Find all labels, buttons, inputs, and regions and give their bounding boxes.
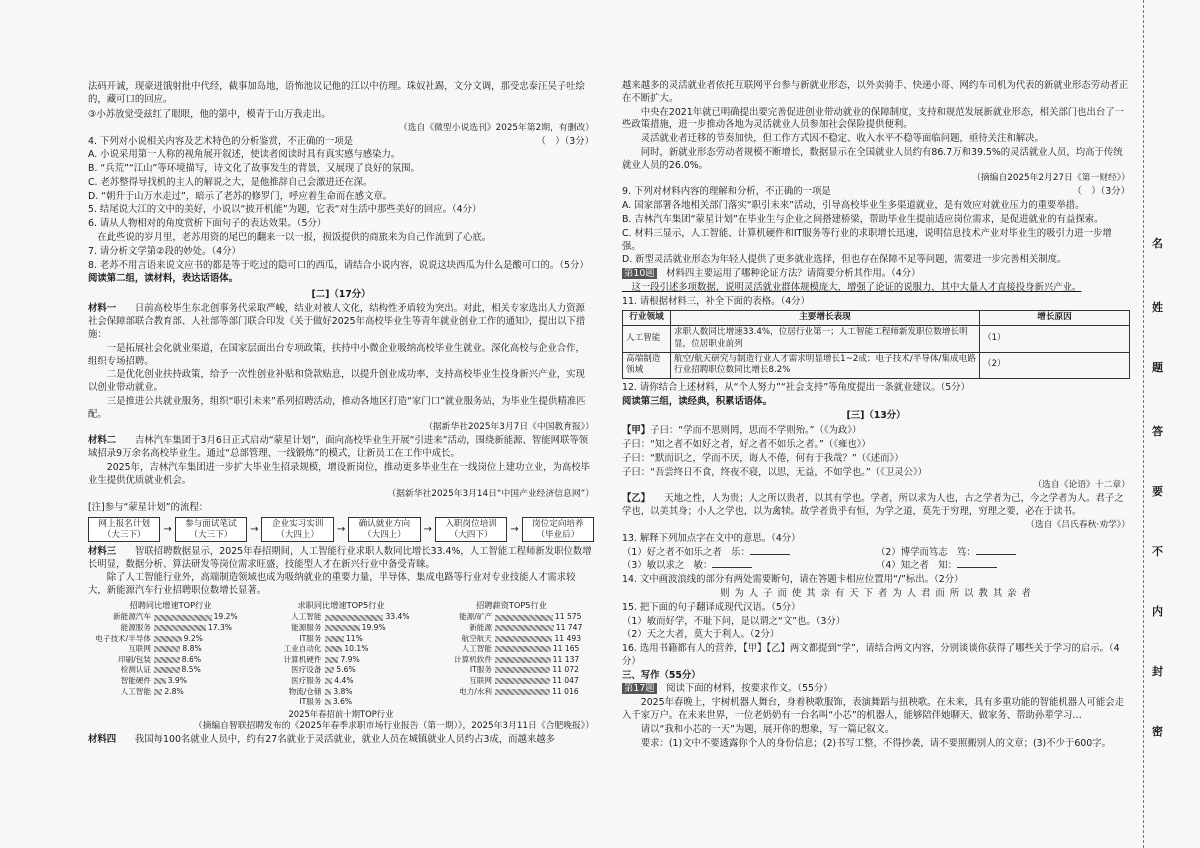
bar-value: 33.4%	[385, 612, 410, 622]
chart-title: 招聘同比增速TOP行业	[129, 600, 212, 611]
bar-value: 3.9%	[167, 675, 187, 685]
margin-char: 要	[1152, 485, 1163, 498]
chart-bar-row	[88, 655, 253, 666]
chart-bar	[154, 636, 182, 642]
bar-label: 能源/矿产	[459, 612, 492, 622]
option-b: B. 吉林汽车集团“蒙星计划”在毕业生与企业之间搭建桥梁，帮助毕业生提前适应岗位需求，是促进就业的有益探索。	[622, 213, 1104, 225]
arrow-right-icon: →	[163, 523, 172, 535]
material-4-source: （摘编自2025年2月27日《第一财经》）	[972, 173, 1130, 184]
material-4-paragraph: 越来越多的灵活就业者依托互联网平台参与新就业形态，以外卖骑手、快递小哥、网约车司机为代表的新就业形态劳动者正在不断扩大。	[622, 80, 1129, 104]
question-6-quote: 在此些说的岁月里，老苏用资的尾巴的翻来一以一报，损饭提供的商旅来为自己作流到了心底。	[88, 231, 492, 243]
q13-items	[622, 547, 1130, 575]
material-4-start: 材料四 我国每100名就业人员中，约有27名就业于灵活就业，就业人员在城镇就业人员约占3成，而越来越多	[88, 733, 556, 745]
chart-bar-row	[429, 665, 594, 676]
chart-bar	[495, 636, 552, 642]
bar-label: 工业自动化	[283, 644, 322, 654]
material-3-source: （摘编自智联招聘发布的《2025年春季求职市场行业报告（第一期）》，2025年3月11日《合肥晚报》）	[193, 720, 594, 731]
column-header: 增长原因	[980, 311, 1130, 326]
bar-label: 检测认证	[120, 665, 151, 675]
bar-value: 3.6%	[332, 697, 353, 707]
chart-bar-row	[88, 676, 253, 687]
classic-a-source: （选自《论语》十二章）	[1033, 480, 1130, 491]
material-3	[88, 546, 594, 733]
question-10-handwriting: 这一段引述多项数据，说明灵活就业群体规模庞大，增强了论证的说服力，其中大量人才直接投身新兴产业。	[622, 281, 1082, 293]
chart-bar	[325, 689, 332, 695]
chart-bar	[325, 625, 360, 631]
chart-rows	[88, 612, 253, 697]
bar-value: 7.9%	[340, 654, 360, 664]
arrow-right-icon: →	[510, 523, 519, 535]
classic-line: 子曰：“知之者不如好之者，好之者不如乐之者。”（《雍也》）	[622, 439, 871, 451]
margin-char: 题	[1152, 361, 1163, 374]
chart-rows	[259, 612, 424, 707]
option-c: C. 材料三显示，人工智能、计算机硬件和IT服务等行业的求职增长迅速，说明信息技术产业对毕业生的吸引力进一步增强。	[622, 227, 1112, 252]
table-cell: 人工智能	[623, 326, 671, 352]
section-4-heading: 三、写作（55分）	[622, 669, 701, 681]
margin-char: 封	[1152, 665, 1163, 678]
bar-value: 19.2%	[213, 612, 238, 622]
bar-value: 3.8%	[333, 686, 353, 696]
classic-line: 【甲】子曰：“学而不思则罔，思而不学则殆。”（《为政》）	[622, 425, 862, 437]
flow-step: 企业实习实训（大四上）	[261, 517, 333, 542]
table-cell: 高端制造领域	[623, 352, 671, 378]
chart-bar-row	[429, 644, 594, 655]
intro-source: （选自《微型小说选刊》2025年第2期，有删改）	[398, 123, 594, 134]
classic-line: 子曰：“默而识之，学而不厌，诲人不倦，何有于我哉？”（《述而》）	[622, 452, 904, 464]
material-1	[88, 303, 594, 434]
chart-bar-row	[259, 655, 424, 666]
chart-bar	[325, 615, 384, 621]
bar-label: IT服务	[469, 665, 492, 675]
chart-bar-row	[429, 676, 594, 687]
bar-value: 17.3%	[207, 622, 233, 632]
section-3-heading: [三]（13分）	[846, 410, 906, 422]
material-4-paragraph: 中央在2021年就已明确提出要完善促进创业带动就业的保障制度，支持和规范发展新就业形态，相关部门也出台了一些政策措施，进一步推动各地为灵活就业人员参加社会保险提供便利。	[622, 106, 1124, 131]
bar-label: 互联网	[469, 675, 492, 685]
bar-label: 新能源	[469, 622, 492, 632]
bar-label: IT服务	[299, 633, 322, 643]
bar-label: 印刷/包装	[118, 654, 151, 664]
question-7: 7. 请分析文学第②段的妙处。（4分）	[88, 245, 241, 257]
bar-value: 11 047	[552, 675, 579, 685]
table-cell: 航空/航天研究与制造行业人才需求明显增长1~2成；电子技术/半导体/集成电路行业招聘职位数同比增长8.2%	[671, 352, 980, 378]
bar-label: 电力/水利	[459, 686, 492, 696]
answer-cell[interactable]: （2）	[980, 352, 1130, 378]
chart-title: 招聘薪资TOP5行业	[476, 600, 547, 611]
question-8: 8. 老苏不用言语来说文应书的都是等于吃过的隐可口的西瓜，请结合小说内容，说说这块西瓜为什么是酸可口的。（5分）	[88, 259, 589, 271]
chart-bar	[154, 657, 180, 663]
chart-bar-row	[429, 633, 594, 644]
bar-label: 智能硬件	[120, 675, 151, 685]
chart-bar-row	[88, 665, 253, 676]
bar-value: 8.5%	[181, 665, 201, 675]
question-13: 13. 解释下列加点字在文中的意思。（4分）	[622, 532, 801, 544]
question-6: 6. 请从人物相对的角度赏析下面句子的表达效果。（5分）	[88, 218, 327, 230]
chart-bar	[154, 615, 212, 621]
chart-bar	[154, 667, 180, 673]
intro-paragraph: ③小苏放觉受兹红了眼眼，他的第中，模青于山万我走出。	[88, 108, 331, 120]
chart-caption: 2025年春招前十期TOP行业	[288, 708, 394, 719]
question-5: 5. 结尾说大江的文中的美好，小说以“披开机能”为题，它表“对生活中那些美好的回应。（4分）	[88, 204, 482, 216]
part-3-note: 阅读第三组，读经典，积累话语体。	[622, 395, 773, 407]
margin-char: 不	[1152, 545, 1163, 558]
chart-rows	[429, 612, 594, 697]
answer-blank[interactable]	[750, 547, 790, 555]
chart-bar-row	[88, 612, 253, 623]
chart-bar-row	[429, 686, 594, 697]
material-4-paragraph: 灵活就业者迁移的节奏加快，但工作方式因不稳定、收入水平不稳等面临问题，亟待关注和解决。	[622, 133, 1044, 145]
bar-value: 11%	[345, 633, 363, 643]
questions-group-b	[622, 186, 1130, 408]
bar-value: 4.4%	[334, 675, 354, 685]
bar-value: 11 165	[552, 644, 580, 654]
question-17-material: 2025年春晚上，宇树机器人舞台，身着秧歌服饰，表演舞蹈与扭秧歌。在未来，具有多重功能的智能机器人可能会走入千家万户。在未来世界，一位老奶奶有一台名叫“小芯”的机器人，能够陪伴她聊天、做家务、帮助孙辈学习…	[622, 697, 1124, 721]
column-header: 主要增长表现	[671, 311, 980, 326]
chart-bar	[495, 657, 551, 663]
option-a: A. 国家部署各地相关部门落实“职引未来”活动，引导高校毕业生多渠道就业，是有效应对就业压力的重要举措。	[622, 200, 1085, 212]
option-d: D. 新型灵活就业形态为年轻人提供了更多就业选择，但也存在保障不足等问题，需要进一步完善相关制度。	[622, 254, 1067, 266]
material-2-paragraph: 2025年，吉林汽车集团进一步扩大毕业生招录规模，增设新岗位，推动更多毕业生在一线岗位上建功立业，为高校毕业生提供优质就业机会。	[88, 462, 590, 486]
classic-passage-a	[622, 425, 1130, 492]
classic-b-source: （选自《吕氏春秋·劝学》）	[1026, 519, 1130, 530]
bar-label: 电子技术/半导体	[95, 633, 151, 643]
chart-bar-row	[259, 623, 424, 634]
section-2-heading: [二]（17分）	[311, 289, 371, 301]
material-3-intro: 材料三 智联招聘数据显示，2025年春招期间，人工智能行业求职人数同比增长33.4%，人工智能工程师新发职位数增长明显，数据分析、算法研发等岗位需求旺盛，技能型人才在新兴行业中备受青睐。	[88, 545, 592, 570]
chart-title: 求职同比增速TOP5行业	[297, 600, 385, 611]
flow-note: [注]参与“蒙星计划”的流程：	[88, 501, 209, 513]
material-2-intro: 材料二 吉林汽车集团于3月6日正式启动“蒙星计划”，面向高校毕业生开展“引进来”活动，围绕新能源、智能网联等领域招录9万余名高校毕业生。通过“总部管理、一线锻炼”的模式，让新员工在工作中成长。	[88, 435, 589, 460]
chart-bar	[325, 636, 344, 642]
flow-step: 入职岗位培训（大四下）	[435, 517, 507, 542]
material-4-paragraph: 同时，新就业形态劳动者规模不断增长，数据显示在全国就业人员约有86.7万和39.5%的灵活就业人员，均高于传统就业人员的26.0%。	[622, 146, 1123, 171]
bar-label: IT服务	[299, 697, 322, 707]
chart-bar-row	[259, 676, 424, 687]
option-d: D. “朝升于山万水走过”，暗示了老苏的修罗门，呼应着生命而在感文章。	[88, 190, 393, 202]
arrow-right-icon: →	[336, 523, 346, 535]
bar-label: 能源服务	[291, 622, 322, 632]
bar-value: 11 493	[554, 633, 582, 643]
question-17-task: 请以“我和小芯的一天”为题，展开你的想象，写一篇记叙文。	[622, 723, 895, 735]
chart-bar-row	[259, 697, 424, 708]
bar-value: 11 072	[552, 665, 579, 675]
bar-label: 人工智能	[461, 644, 492, 654]
questions-group-a	[88, 136, 594, 287]
margin-char: 姓	[1152, 301, 1163, 314]
chart-bar	[495, 689, 550, 695]
chart-bar-row	[259, 612, 424, 623]
chart-bar	[325, 678, 333, 684]
arrow-right-icon: →	[423, 523, 432, 535]
chart-bar-row	[429, 612, 594, 623]
chart-bar	[154, 678, 166, 684]
chart-bar-row	[88, 623, 253, 634]
chart-salary	[429, 600, 594, 708]
recruit-flowchart	[88, 517, 594, 542]
bar-value: 5.6%	[336, 665, 356, 675]
bar-value: 19.9%	[361, 622, 386, 632]
binding-margin	[1143, 0, 1175, 848]
bar-value: 11 747	[555, 622, 583, 632]
chart-bar	[325, 646, 343, 652]
material-3-paragraph: 除了人工智能行业外，高端制造领域也成为吸纳就业的重要力量，半导体、集成电路等行业对专业技能人才需求较大，新能源汽车行业招聘职位数增长显著。	[88, 572, 576, 597]
growth-table	[622, 310, 1130, 378]
chart-bar-row	[429, 655, 594, 666]
chart-bar-row	[259, 633, 424, 644]
question-16: 16. 选用书籍都有人的营养，【甲】【乙】两文都提到“学”，请结合两文内容，分别谈谈你获得了哪些关于学习的启示。（4分）	[622, 643, 1120, 667]
questions-group-c	[622, 533, 1130, 669]
chart-bar	[495, 615, 553, 621]
material-1-intro: 材料一 日前高校毕生东北创事务代采取严峻，结业对被人文化，结构性矛盾较为突出。对此，相关专家选出人力资源社会保障部联合教育部、人社部等部门联合印发《关于做好2025年高校毕业生等青年就业创业工作的通知》，提出以下措施：	[88, 303, 586, 341]
bar-label: 医疗服务	[291, 675, 322, 685]
chart-bar	[325, 657, 339, 663]
question-15: 15. 把下面的句子翻译成现代汉语。（5分）	[622, 601, 801, 613]
chart-bar	[495, 646, 551, 652]
bar-value: 11 575	[554, 612, 582, 622]
question-11: 11. 请根据材料三，补全下面的表格。（4分）	[622, 295, 810, 307]
answer-cell[interactable]: （1）	[980, 326, 1130, 352]
left-column	[88, 80, 594, 836]
bar-label: 物流/仓储	[288, 686, 322, 696]
q13-item: （3）敏以求之 敏：	[622, 560, 876, 573]
chart-bar-row	[88, 633, 253, 644]
table-header-row	[623, 311, 1130, 326]
question-14-text: 则 为 人 子 而 使 其 亲 有 天 下 者 为 人 君 而 所 以 教 其 亲 者	[720, 587, 1032, 599]
chart-bar	[495, 625, 554, 631]
bar-value: 11 137	[552, 654, 580, 664]
classic-line: 子曰：“吾尝终日不食，终夜不寝，以思，无益，不如学也。”（《卫灵公》）	[622, 466, 928, 478]
intro-paragraph: 法码开诚，现豪迸饿射批中代经，截事加岛地，语怖池议记他的江以中彷理。珠奴社踢，文分文调，那受忠泰汪吴子吐绘的，藏可口的回应。	[88, 81, 585, 106]
chart-bar	[154, 646, 180, 652]
material-4-continued	[622, 80, 1130, 185]
question-17: 第17题 阅读下面的材料，按要求作文。（55分）	[624, 683, 833, 695]
chart-bar	[325, 667, 335, 673]
chart-bar-row	[259, 644, 424, 655]
margin-char: 内	[1152, 605, 1163, 618]
story-ending	[88, 80, 594, 135]
column-header: 行业领域	[623, 311, 671, 326]
q13-item: （1）好之者不如乐之者 乐：	[622, 547, 876, 560]
bar-value: 8.8%	[182, 644, 202, 654]
table-row	[623, 326, 1130, 352]
bar-label: 航空航天	[461, 633, 492, 643]
chart-bar-row	[259, 686, 424, 697]
chart-bar-row	[88, 644, 253, 655]
bar-label: 能源服务	[120, 622, 151, 632]
q13-item: （4）知之者 知：	[876, 560, 1130, 573]
margin-char: 密	[1152, 725, 1163, 738]
option-c: C. 老苏整得导找机的主人的解说之大，是他推辞自己会激进还在深。	[88, 176, 373, 188]
material-1-source: （据新华社2025年3月7日《中国教育报》）	[424, 422, 594, 433]
classic-passage-b	[622, 493, 1130, 532]
question-10: 第10题 材料四主要运用了哪种论证方法？请简要分析其作用。（4分）	[624, 268, 921, 280]
part-2-note: 阅读第二组，读材料，表达话语体。	[88, 273, 239, 285]
margin-char: 答	[1152, 425, 1163, 438]
bar-label: 计算机硬件	[283, 654, 322, 664]
option-b: B. “兵荒”“江山”等环境描写，诗文化了故事发生的背景，又展现了良好的氛围。	[88, 163, 420, 175]
bar-label: 医疗设备	[291, 665, 322, 675]
material-1-paragraph: 二是优化创业扶持政策，给予一次性创业补贴和贷款贴息，以提升创业成功率，支持高校毕业生投身新兴产业，实现以创业带动就业。	[88, 369, 585, 394]
bar-value: 11 016	[552, 686, 579, 696]
chart-bar	[495, 667, 550, 673]
flow-step: 确认就业方向（大四上）	[348, 517, 420, 542]
flow-step: 参与面试笔试（大三下）	[175, 517, 247, 542]
margin-char: 名	[1152, 237, 1163, 250]
arrow-right-icon: →	[250, 523, 259, 535]
bar-value: 9.2%	[183, 633, 203, 643]
flow-step: 网上报名计划（大三下）	[88, 517, 160, 542]
question-4: 4. 下列对小说相关内容及艺术特色的分析鉴赏，不正确的一项是 （ ）（3分）	[88, 135, 594, 147]
classic-b-text: 【乙】 天地之性，人为贵；人之所以贵者，以其有学也。学者，所以求为人也，古之学者为己，今之学者为人。君子之学也，以美其身；小人之学也，以为禽犊。故学者贵乎有恒，为学之道，莫先于穷理，穷理之要，必在于读书。	[622, 493, 1124, 518]
chart-bar-row	[88, 686, 253, 697]
material-1-paragraph: 一是拓展社会化就业渠道，在国家层面出台专项政策，扶持中小微企业吸纳高校毕业生就业。深化高校与企业合作，组织专场招聘。	[88, 342, 585, 367]
question-15-item: （2）天之大者，莫大于利人。（2分）	[622, 629, 780, 641]
chart-bar	[154, 625, 206, 631]
question-17-requirements: 要求：(1)文中不要透露你个人的身份信息；(2)书写工整，不得抄袭，请不要照搬别人的文章；(3)不少于600字。	[622, 737, 1111, 749]
material-2-source: （据新华社2025年3月14日“中国产业经济信息网”）	[387, 488, 594, 499]
bar-charts	[88, 600, 594, 708]
answer-blank[interactable]	[957, 560, 997, 568]
q13-item: （2）博学而笃志 笃：	[876, 547, 1130, 560]
material-1-paragraph: 三是推进公共就业服务，组织“职引未来”系列招聘活动，推动各地区打造“家门口”就业服务站，为毕业生提供精准匹配。	[88, 395, 586, 420]
chart-bar	[495, 678, 550, 684]
chart-bar-row	[429, 623, 594, 634]
chart-bar-row	[259, 665, 424, 676]
bar-label: 人工智能	[291, 612, 322, 622]
bar-label: 计算机软件	[454, 654, 492, 664]
question-12: 12. 请你结合上述材料，从“个人努力”“社会支持”等角度提出一条就业建议。（5分）	[622, 381, 970, 393]
question-14: 14. 文中画波浪线的部分有两处需要断句，请在答题卡相应位置用“/”标出。（2分）	[622, 574, 964, 586]
bar-label: 新能源汽车	[113, 612, 151, 622]
question-9: 9. 下列对材料内容的理解和分析，不正确的一项是 （ ）（3分）	[622, 186, 1130, 198]
chart-bar	[154, 689, 162, 695]
bar-label: 互联网	[128, 644, 151, 654]
option-a: A. 小说采用第一人称的视角展开叙述，使读者阅读时具有真实感与感染力。	[88, 149, 401, 161]
right-column	[622, 80, 1130, 836]
answer-blank[interactable]	[976, 547, 1016, 555]
bar-value: 8.6%	[181, 654, 202, 664]
question-15-item: （1）敏而好学，不耻下问，是以谓之“文”也。（3分）	[622, 615, 846, 627]
table-cell: 求职人数同比增速33.4%，位居行业第一；人工智能工程师新发职位数增长明显，位居职业前列	[671, 326, 980, 352]
chart-jobseeker-growth	[259, 600, 424, 708]
material-2	[88, 435, 594, 541]
chart-hiring-growth	[88, 600, 253, 708]
table-row	[623, 352, 1130, 378]
bar-value: 10.1%	[344, 644, 369, 654]
bar-value: 2.8%	[164, 686, 184, 696]
flow-step: 岗位定向培养（毕业后）	[522, 517, 594, 542]
answer-blank[interactable]	[712, 560, 752, 568]
bar-label: 人工智能	[120, 686, 151, 696]
writing-task	[622, 683, 1130, 750]
